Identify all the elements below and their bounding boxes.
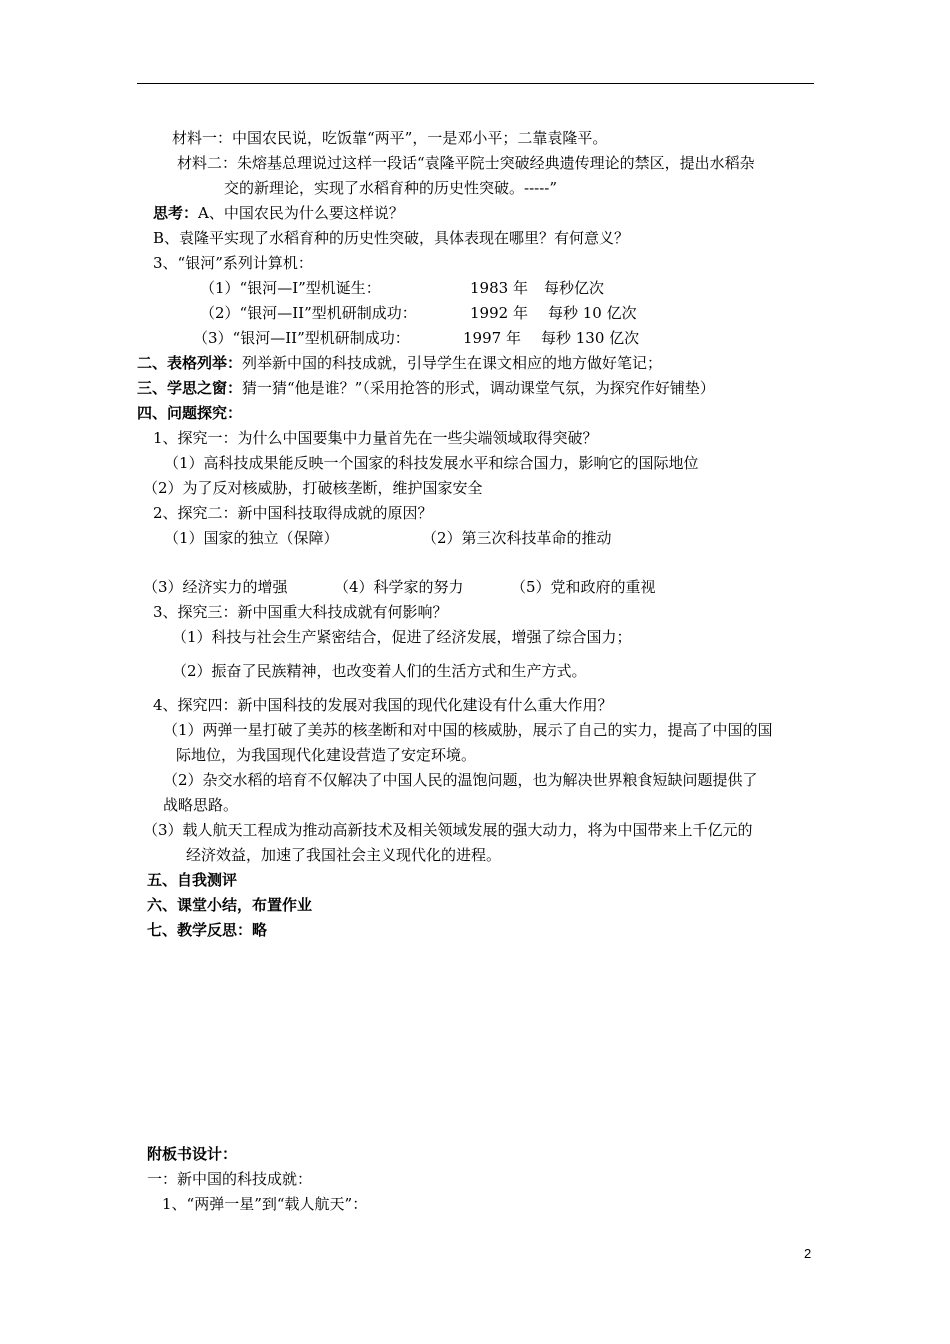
inquiry-4-answer-3-line2: 经济效益，加速了我国社会主义现代化的进程。 xyxy=(186,846,502,864)
think-a xyxy=(153,203,404,223)
think-b: B、袁隆平实现了水稻育种的历史性突破，具体表现在哪里？有何意义？ xyxy=(153,229,630,247)
yinhe-2-speed: 每秒 10 亿次 xyxy=(548,304,637,322)
inquiry-4: 4、探究四：新中国科技的发展对我国的现代化建设有什么重大作用？ xyxy=(153,696,613,714)
inquiry-2: 2、探究二：新中国科技取得成就的原因？ xyxy=(153,504,433,522)
yinhe-1-year: 1983 年 xyxy=(470,279,528,297)
inquiry-2-answer-1: （1）国家的独立（保障） xyxy=(164,529,339,547)
inquiry-4-answer-2-line1: （2）杂交水稻的培育不仅解决了中国人民的温饱问题，也为解决世界粮食短缺问题提供了 xyxy=(163,771,758,789)
yinhe-title: 3、“银河”系列计算机： xyxy=(153,254,313,272)
inquiry-4-answer-1-line2: 际地位，为我国现代化建设营造了安定环境。 xyxy=(176,746,477,764)
material-two-line1: 材料二：朱熔基总理说过这样一段话“袁隆平院士突破经典遗传理论的禁区，提出水稻杂 xyxy=(177,154,755,172)
inquiry-4-answer-3-line1: （3）载人航天工程成为推动高新技术及相关领域发展的强大动力，将为中国带来上千亿元的 xyxy=(143,821,753,839)
inquiry-1: 1、探究一：为什么中国要集中力量首先在一些尖端领域取得突破？ xyxy=(153,429,598,447)
section-3-text: 猜一猜“他是谁？”（采用抢答的形式，调动课堂气氛，为探究作好铺垫） xyxy=(242,379,715,397)
section-6: 六、课堂小结，布置作业 xyxy=(147,896,313,914)
inquiry-4-answer-1-line1: （1）两弹一星打破了美苏的核垄断和对中国的核威胁，展示了自己的实力，提高了中国的国 xyxy=(163,721,773,739)
material-one: 材料一：中国农民说，吃饭靠“两平”，一是邓小平；二靠袁隆平。 xyxy=(172,129,608,147)
yinhe-2-year: 1992 年 xyxy=(470,304,528,322)
page-number: 2 xyxy=(804,1246,812,1261)
yinhe-3-name: （3）“银河—II”型机研制成功： xyxy=(193,329,410,347)
header-rule xyxy=(137,83,814,84)
section-3 xyxy=(137,378,715,398)
yinhe-2-name: （2）“银河—II”型机研制成功： xyxy=(200,304,417,322)
inquiry-3: 3、探究三：新中国重大科技成就有何影响？ xyxy=(153,603,448,621)
board-design-line2: 1、“两弹一星”到“载人航天”： xyxy=(162,1195,368,1213)
section-2-text: 列举新中国的科技成就，引导学生在课文相应的地方做好笔记； xyxy=(242,354,663,372)
inquiry-2-answer-4: （4）科学家的努力 xyxy=(334,578,464,596)
material-two-line2: 交的新理论，实现了水稻育种的历史性突破。-----” xyxy=(224,179,558,197)
inquiry-3-answer-2: （2）振奋了民族精神，也改变着人们的生活方式和生产方式。 xyxy=(172,662,587,680)
yinhe-3-speed: 每秒 130 亿次 xyxy=(541,329,640,347)
yinhe-3-year: 1997 年 xyxy=(463,329,521,347)
yinhe-1-name: （1）“银河—I”型机诞生： xyxy=(200,279,381,297)
section-2-label: 二、表格列举： xyxy=(137,354,243,372)
section-2 xyxy=(137,353,662,373)
inquiry-2-answer-2: （2）第三次科技革命的推动 xyxy=(422,529,612,547)
inquiry-4-answer-2-line2: 战略思路。 xyxy=(163,796,239,814)
inquiry-2-answer-3: （3）经济实力的增强 xyxy=(143,578,288,596)
section-5: 五、自我测评 xyxy=(147,871,238,889)
section-7: 七、教学反思：略 xyxy=(147,921,268,939)
inquiry-2-answer-5: （5）党和政府的重视 xyxy=(511,578,656,596)
section-4-label: 四、问题探究： xyxy=(137,404,243,422)
board-design-title: 附板书设计： xyxy=(147,1145,238,1163)
inquiry-1-answer-1: （1）高科技成果能反映一个国家的科技发展水平和综合国力，影响它的国际地位 xyxy=(164,454,699,472)
inquiry-1-answer-2: （2）为了反对核威胁，打破核垄断，维护国家安全 xyxy=(143,479,483,497)
board-design-line1: 一：新中国的科技成就： xyxy=(147,1170,313,1188)
think-a-text: A、中国农民为什么要这样说？ xyxy=(198,204,404,222)
yinhe-1-speed: 每秒亿次 xyxy=(544,279,605,297)
think-label: 思考： xyxy=(153,204,199,222)
inquiry-3-answer-1: （1）科技与社会生产紧密结合，促进了经济发展，增强了综合国力； xyxy=(172,628,632,646)
section-3-label: 三、学思之窗： xyxy=(137,379,243,397)
